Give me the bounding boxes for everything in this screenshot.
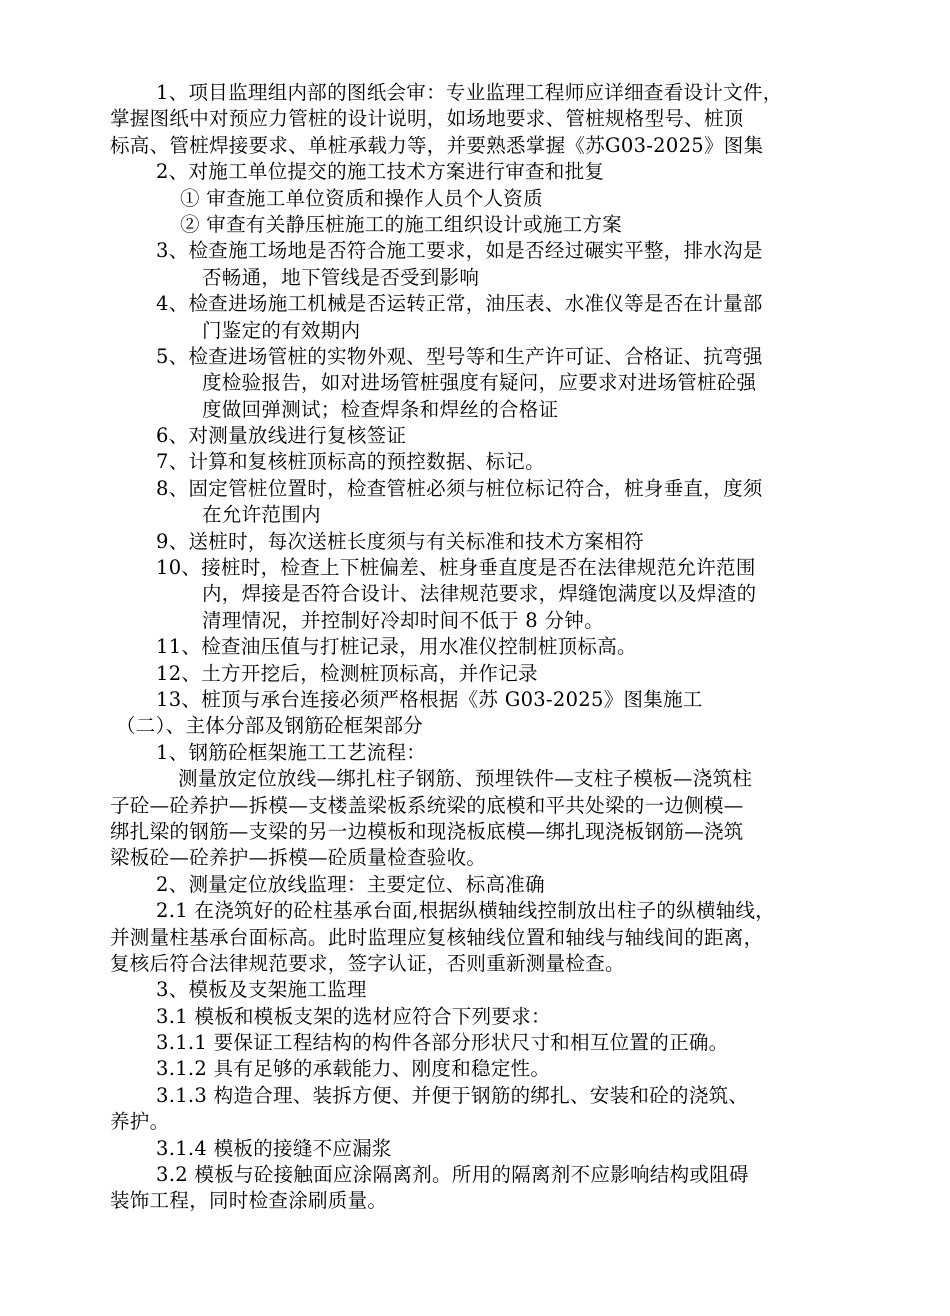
text-line: ② 审查有关静压桩施工的施工组织设计或施工方案 [180,212,623,236]
text-line: 3、检查施工场地是否符合施工要求，如是否经过碾实平整，排水沟是 [156,239,763,263]
text-line: 2.1 在浇筑好的砼柱基承台面,根据纵横轴线控制放出柱子的纵横轴线， [156,899,776,923]
text-line: 8、固定管桩位置时，检查管桩必须与桩位标记符合，桩身垂直，度须 [156,476,763,500]
text-line: 3.1.3 构造合理、装拆方便、并便于钢筋的绑扎、安装和砼的浇筑、 [156,1083,749,1107]
text-line: ① 审查施工单位资质和操作人员个人资质 [180,186,543,210]
text-line: 清理情况，并控制好冷却时间不低于 8 分钟。 [202,608,604,632]
text-line: 3.1.2 具有足够的承载能力、刚度和稳定性。 [156,1057,551,1081]
text-line: 3.2 模板与砼接触面应涂隔离剂。所用的隔离剂不应影响结构或阻碍 [156,1163,749,1187]
text-line: 11、检查油压值与打桩记录，用水准仪控制桩顶标高。 [156,635,637,659]
text-line: 3、模板及支架施工监理 [156,978,367,1002]
text-line: 12、土方开挖后，检测桩顶标高，并作记录 [156,661,538,685]
text-line: 10、接桩时，检查上下桩偏差、桩身垂直度是否在法律规范允许范围 [156,556,756,580]
text-line: 度做回弹测试；检查焊条和焊丝的合格证 [202,397,559,421]
text-line: 内，焊接是否符合设计、法律规范要求，焊缝饱满度以及焊渣的 [202,582,757,606]
text-line: 1、项目监理组内部的图纸会审：专业监理工程师应详细查看设计文件， [156,81,783,104]
text-line: 1、钢筋砼框架施工工艺流程： [156,740,427,764]
text-line: 复核后符合法律规范要求，签字认证，否则重新测量检查。 [110,951,625,975]
text-line: 度检验报告，如对进场管桩强度有疑问，应要求对进场管桩砼强 [202,371,757,395]
text-line: 3.1 模板和模板支架的选材应符合下列要求： [156,1004,551,1028]
text-line: 3.1.4 模板的接缝不应漏浆 [156,1136,392,1160]
text-line: 否畅通，地下管线是否受到影响 [202,265,480,289]
text-line: 测量放定位放线—绑扎柱子钢筋、预埋铁件—支柱子模板—浇筑柱 [178,767,753,791]
text-line: 9、送桩时，每次送桩长度须与有关标准和技术方案相符 [156,529,644,553]
text-line: 4、检查进场施工机械是否运转正常，油压表、水准仪等是否在计量部 [156,292,763,316]
text-line: 子砼—砼养护—拆模—支楼盖梁板系统梁的底模和平共处梁的一边侧模— [110,793,744,817]
text-line: 3.1.1 要保证工程结构的构件各部分形状尺寸和相互位置的正确。 [156,1031,729,1055]
text-line: 装饰工程，同时检查涂刷质量。 [110,1189,388,1213]
text-line: 6、对测量放线进行复核签证 [156,424,407,448]
text-line: 13、桩顶与承台连接必须严格根据《苏 G03-2025》图集施工 [156,687,703,711]
text-line: 门鉴定的有效期内 [202,318,361,342]
text-line: 掌握图纸中对预应力管桩的设计说明，如场地要求、管桩规格型号、桩顶 [110,107,744,131]
text-line: 标高、管桩焊接要求、单桩承载力等，并要熟悉掌握《苏G03-2025》图集 [110,133,764,157]
text-line: 2、测量定位放线监理：主要定位、标高准确 [156,872,545,896]
text-line: 7、计算和复核桩顶标高的预控数据、标记。 [156,450,545,474]
text-line: 5、检查进场管桩的实物外观、型号等和生产许可证、合格证、抗弯强 [156,344,763,368]
text-line: 并测量柱基承台面标高。此时监理应复核轴线位置和轴线与轴线间的距离， [110,925,764,949]
text-line: 2、对施工单位提交的施工技术方案进行审查和批复 [156,160,605,184]
text-line: 绑扎梁的钢筋—支梁的另一边模板和现浇板底模—绑扎现浇板钢筋—浇筑 [110,819,744,843]
text-line: 养护。 [110,1110,170,1134]
text-line: 在允许范围内 [202,503,321,527]
text-line: （二）、主体分部及钢筋砼框架部分 [116,714,424,738]
text-line: 梁板砼—砼养护—拆模—砼质量检查验收。 [110,846,487,870]
document-page [110,80,900,1215]
